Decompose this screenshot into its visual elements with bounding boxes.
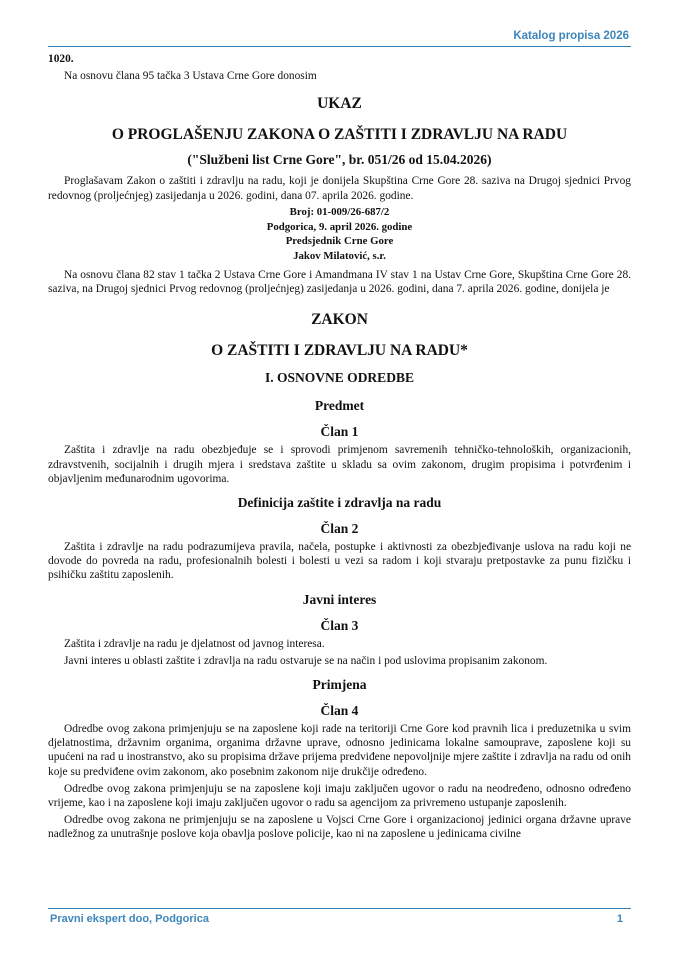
section-heading: Predmet (314, 398, 365, 414)
article-paragraph: Zaštita i zdravlje na radu je djelatnost od javnog interesa. (64, 637, 325, 650)
publisher-name: Pravni ekspert doo, Podgorica (50, 913, 209, 925)
law-subtitle (48, 341, 631, 361)
president-title: Predsjednik Crne Gore (285, 235, 394, 248)
article-number: Član 1 (320, 424, 359, 440)
reference-number: Broj: 01-009/26-687/2 (289, 205, 390, 218)
article-paragraph: Zaštita i zdravlje na radu obezbjeđuje se i sprovodi primjenom savremenih tehničko-tehnoloških, organizacionih, zdravstvenih, socijalnih i drugih mjera i sredstava zaštite u skladu sa ovim zakonom, drugim propisima i potvrđenim i objavljenim međunarodnim ugovorima. (48, 444, 631, 485)
section-primjena (48, 676, 631, 842)
article-paragraph: Odredbe ovog zakona primjenjuju se na zaposlene koji imaju zaključen ugovor o radu na neodređeno, odnosno određeno vrijeme, kao i na zaposlene koji imaju zaključen ugovor o radu sa agencijom za privremeno ustupanje zaposlenih. (48, 782, 631, 810)
proclamation-text: Proglašavam Zakon o zaštiti i zdravlju na radu, koji je donijela Skupština Crne Gore 28. saziva na Drugoj sjednici Prvog redovnog (proljećnjeg) zasijedanja u 2026. godini, dana 07. aprila 2026. godine. (48, 175, 631, 202)
page-number: 1 (616, 913, 623, 925)
article-paragraph: Odredbe ovog zakona primjenjuju se na zaposlene koji rade na teritoriji Crne Gore kod pravnih lica i preduzetnika u svim djelatnostima, državnim organima, organima državne uprave, odnosno jedinicama lokalne samouprave, zaposlene koji su upućeni na rad u inostranstvo, ako su propisima države prijema predviđene nepovoljnije mjere zaštite i zdravlja na radu od onih koje su predviđene ovim zakonom, ako posebnim zakonom nije drukčije određeno. (48, 723, 631, 778)
ukaz-subtitle: O PROGLAŠENJU ZAKONA O ZAŠTITI I ZDRAVLJU NA RADU (111, 126, 568, 144)
section-definicija (48, 494, 631, 583)
page-footer (48, 908, 631, 927)
gazette-reference: ("Službeni list Crne Gore", br. 051/26 od 15.04.2026) (187, 152, 492, 168)
legal-basis: Na osnovu člana 95 tačka 3 Ustava Crne Gore donosim (64, 70, 317, 83)
article-paragraph: Javni interes u oblasti zaštite i zdravlja na radu ostvaruje se na način i pod uslovima propisanim zakonom. (64, 654, 548, 667)
law-subtitle-text: O ZAŠTITI I ZDRAVLJU NA RADU (211, 342, 461, 360)
document-number: 1020. (48, 53, 74, 65)
preamble-text: Na osnovu člana 82 stav 1 tačka 2 Ustava Crne Gore i Amandmana IV stav 1 na Ustav Crne Gore, Skupština Crne Gore 28. saziva, na Drugoj sjednici Prvog redovnog (proljećnjeg) zasijedanja u 2026. godini, dana 7. aprila 2026. godine, donijela je (48, 269, 631, 296)
article-number: Član 4 (320, 703, 359, 719)
chapter-heading: I. OSNOVNE ODREDBE (265, 370, 414, 386)
ukaz-title: UKAZ (317, 95, 362, 113)
footnote-mark: * (460, 342, 468, 360)
section-heading: Javni interes (302, 591, 377, 607)
article-number: Član 2 (320, 521, 359, 537)
law-title: ZAKON (311, 311, 368, 329)
article-paragraph: Odredbe ovog zakona ne primjenjuju se na zaposlene u Vojsci Crne Gore i organizacionoj jedinici organa državne uprave nadležnog za unutrašnje poslove koja obavlja poslove policije, kao ni na zaposlene u jedinicama civilne (48, 814, 631, 841)
article-paragraph: Zaštita i zdravlje na radu podrazumijeva pravila, načela, postupke i aktivnosti za obezbjeđivanje uslova na radu koji ne dovode do povreda na radu, profesionalnih bolesti i bolesti u vezi sa radom i koji stvaraju pretpostavke za punu fizičku i psihičku zaštitu zaposlenih. (48, 541, 631, 582)
page-header (48, 30, 631, 47)
place-date: Podgorica, 9. april 2026. godine (266, 220, 413, 233)
section-heading: Definicija zaštite i zdravlja na radu (237, 495, 442, 511)
document-body (48, 52, 631, 842)
section-javni-interes (48, 591, 631, 668)
president-name: Jakov Milatović, s.r. (293, 250, 386, 263)
catalog-title: Katalog propisa 2026 (513, 30, 629, 42)
section-heading: Primjena (312, 677, 367, 693)
section-predmet (48, 397, 631, 486)
article-number: Član 3 (320, 617, 359, 633)
